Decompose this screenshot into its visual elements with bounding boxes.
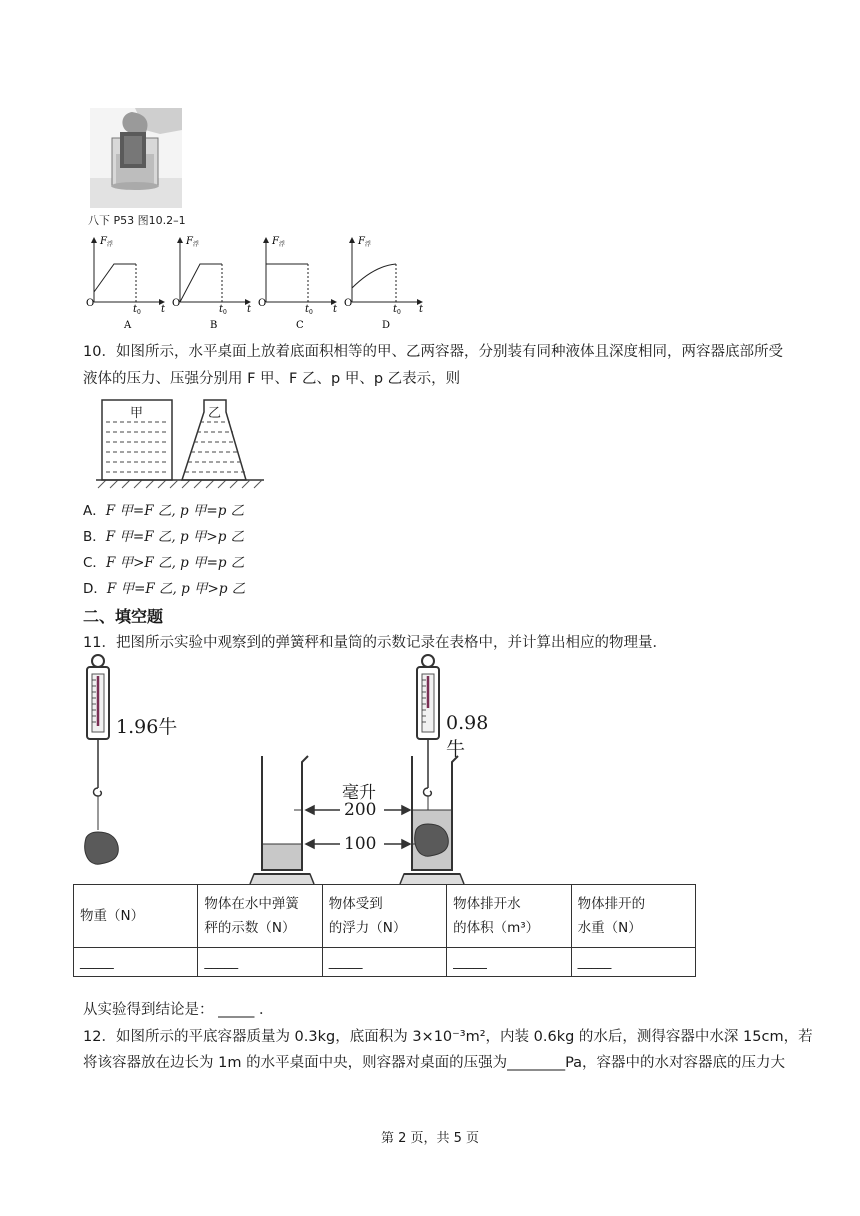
- svg-text:C: C: [296, 320, 304, 331]
- th-displaced-weight: 物体排开的 水重（N）: [571, 885, 695, 948]
- q10-option-b[interactable]: B．F 甲=F 乙, p 甲>p 乙: [83, 529, 245, 545]
- cylinder-unit: 毫升: [342, 783, 376, 803]
- q12-line2: 将该容器放在边长为 1m 的水平桌面中央，则容器对桌面的压强为________Pa，容器中的水对容器底的压力大: [83, 1055, 786, 1071]
- svg-text:O: O: [86, 298, 95, 309]
- answer-cell[interactable]: _____: [571, 948, 695, 977]
- svg-text:t: t: [393, 304, 398, 315]
- q10-option-a[interactable]: A．F 甲=F 乙, p 甲=p 乙: [83, 503, 245, 519]
- svg-text:0: 0: [397, 309, 401, 316]
- q10-containers: [96, 392, 264, 492]
- svg-text:t: t: [419, 304, 424, 315]
- data-table: [73, 884, 696, 977]
- graph-c: [258, 236, 338, 331]
- svg-text:D: D: [382, 320, 391, 331]
- answer-cell[interactable]: _____: [447, 948, 571, 977]
- svg-text:0: 0: [223, 309, 227, 316]
- svg-text:t: t: [133, 304, 138, 315]
- svg-text:O: O: [344, 298, 353, 309]
- q12-line1: 12．如图所示的平底容器质量为 0.3kg，底面积为 3×10⁻³m²，内装 0.6kg 的水后，测得容器中水深 15cm，若: [83, 1029, 813, 1045]
- experiment-photo: [90, 108, 182, 208]
- th-displaced-volume: 物体排开水 的体积（m³）: [447, 885, 571, 948]
- svg-text:浮: 浮: [365, 241, 372, 248]
- th-buoyancy: 物体受到 的浮力（N）: [322, 885, 446, 948]
- svg-text:O: O: [258, 298, 267, 309]
- cylinder-left: [250, 756, 314, 884]
- graph-a: [86, 236, 166, 331]
- spring-scale-right: [417, 655, 439, 832]
- q10-line2: 液体的压力、压强分别用 F 甲、F 乙、p 甲、p 乙表示，则: [83, 371, 461, 387]
- svg-text:0: 0: [309, 309, 313, 316]
- section-title: 二、填空题: [83, 607, 164, 626]
- svg-text:O: O: [172, 298, 181, 309]
- q11-conclusion: 从实验得到结论是： _____ ．: [83, 1002, 274, 1018]
- graph-options: [84, 232, 444, 332]
- q10-option-c[interactable]: C．F 甲>F 乙, p 甲=p 乙: [83, 555, 245, 571]
- photo-caption: 八下 P53 图10.2–1: [88, 214, 186, 227]
- svg-text:B: B: [210, 320, 218, 331]
- svg-text:0: 0: [137, 309, 141, 316]
- th-weight: 物重（N）: [74, 885, 198, 948]
- svg-text:t: t: [247, 304, 252, 315]
- answer-cell[interactable]: _____: [74, 948, 198, 977]
- svg-text:浮: 浮: [107, 241, 114, 248]
- svg-text:A: A: [124, 320, 132, 331]
- q10-line1: 10．如图所示，水平桌面上放着底面积相等的甲、乙两容器，分别装有同种液体且深度相同，两容器底部所受: [83, 344, 783, 360]
- svg-text:浮: 浮: [193, 241, 200, 248]
- scale-reading-right: 0.98牛: [446, 712, 489, 760]
- page-number: 第 2 页，共 5 页: [380, 1131, 480, 1146]
- svg-text:F: F: [358, 236, 365, 247]
- cylinder-right: [400, 756, 464, 884]
- answer-cell[interactable]: _____: [198, 948, 322, 977]
- graph-d: [344, 236, 424, 331]
- svg-text:F: F: [186, 236, 193, 247]
- answer-cell[interactable]: _____: [322, 948, 446, 977]
- container-label-jia: 甲: [130, 406, 144, 421]
- spring-scale-left: [85, 655, 119, 864]
- svg-text:F: F: [100, 236, 107, 247]
- svg-text:t: t: [161, 304, 166, 315]
- q10-option-d[interactable]: D．F 甲=F 乙, p 甲>p 乙: [83, 581, 246, 597]
- mark-200: 200: [344, 800, 377, 820]
- q11-apparatus: [78, 652, 498, 886]
- svg-text:t: t: [305, 304, 310, 315]
- container-label-yi: 乙: [208, 406, 222, 421]
- q11-text: 11．把图所示实验中观察到的弹簧秤和量筒的示数记录在表格中，并计算出相应的物理量．: [83, 635, 667, 651]
- mark-100: 100: [344, 834, 377, 854]
- svg-text:t: t: [333, 304, 338, 315]
- svg-text:浮: 浮: [279, 241, 286, 248]
- svg-text:t: t: [219, 304, 224, 315]
- th-scale-in-water: 物体在水中弹簧 秤的示数（N）: [198, 885, 322, 948]
- scale-reading-left: 1.96牛: [116, 716, 178, 738]
- graph-b: [172, 236, 252, 331]
- svg-text:F: F: [272, 236, 279, 247]
